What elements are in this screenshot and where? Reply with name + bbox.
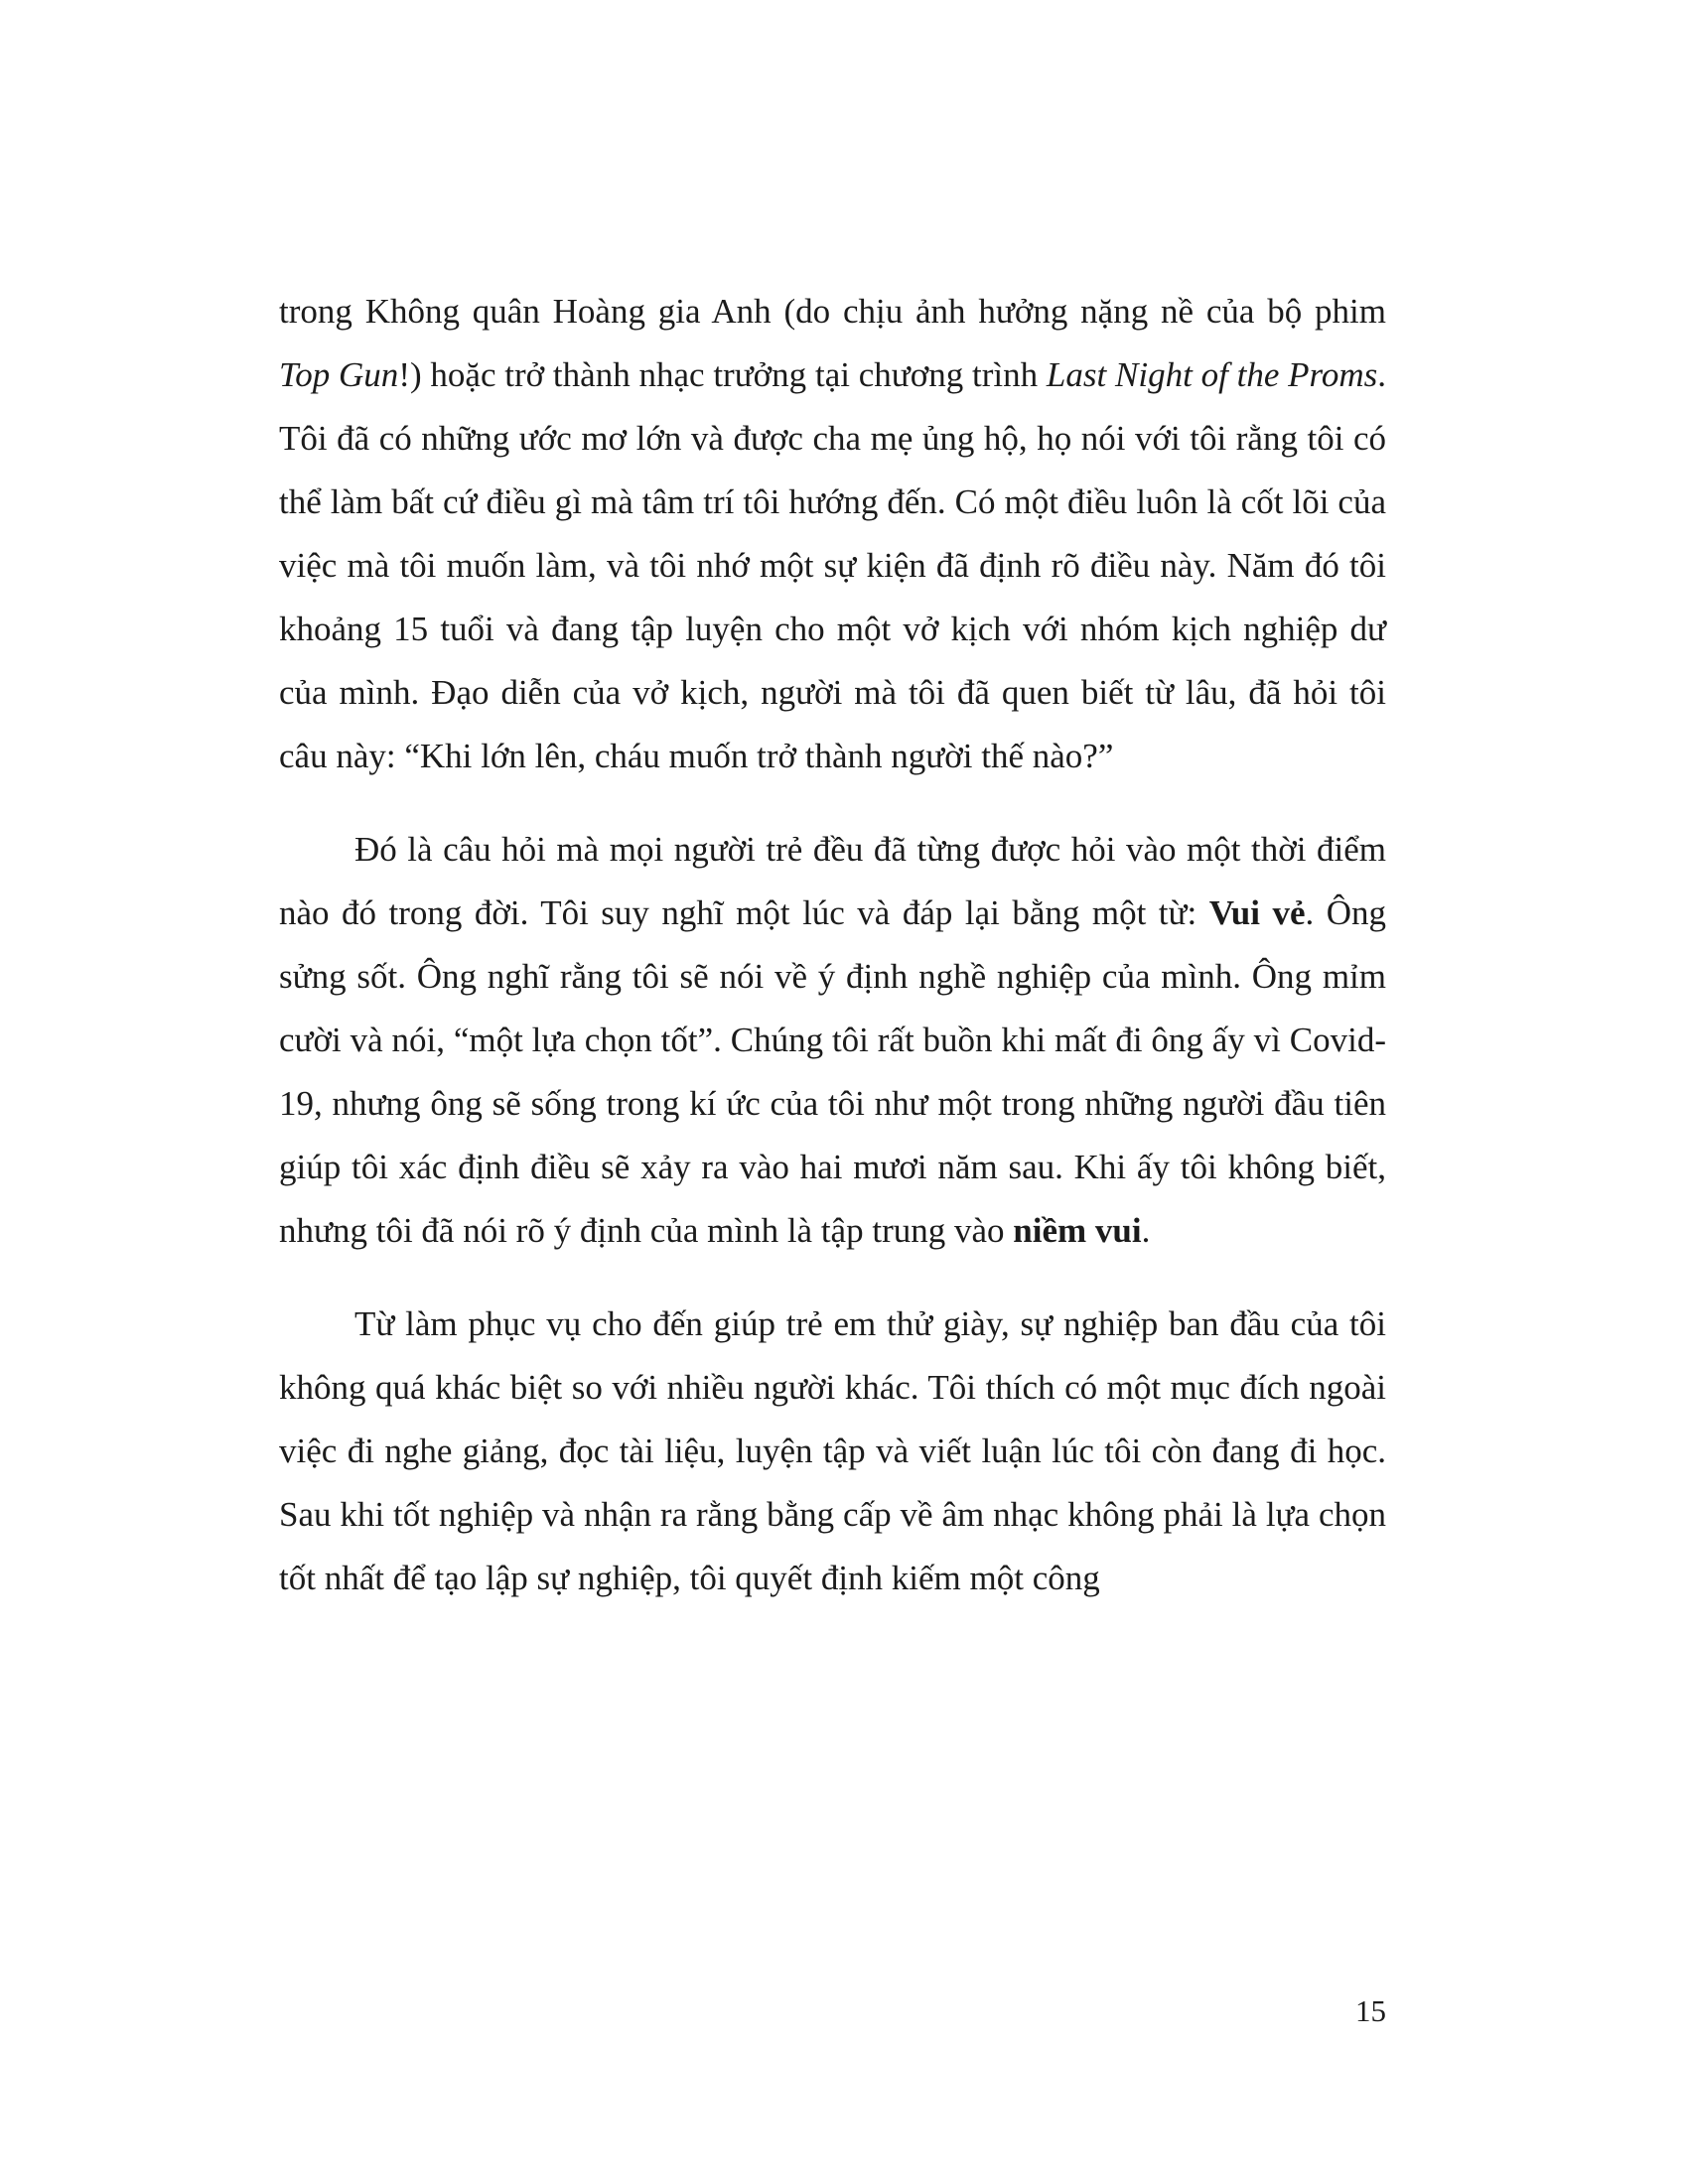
- text-block: [279, 280, 1386, 1640]
- text-run-italic: Top Gun: [279, 355, 399, 394]
- page-number: 15: [1355, 1993, 1386, 2028]
- text-run: . Ông sửng sốt. Ông nghĩ rằng tôi sẽ nói về ý định nghề nghiệp của mình. Ông mỉm cười và nói, “một lựa chọn tốt”. Chúng tôi rất buồn khi mất đi ông ấy vì Covid-19, nhưng ông sẽ sống trong kí ức của tôi như một trong những người đầu tiên giúp tôi xác định điều sẽ xảy ra vào hai mươi năm sau. Khi ấy tôi không biết, nhưng tôi đã nói rõ ý định của mình là tập trung vào: [279, 893, 1386, 1250]
- text-run-bold: niềm vui: [1013, 1211, 1142, 1250]
- text-run: trong Không quân Hoàng gia Anh (do chịu ảnh hưởng nặng nề của bộ phim: [279, 292, 1386, 331]
- paragraph-2: [279, 818, 1386, 1263]
- text-run: !) hoặc trở thành nhạc trưởng tại chương trình: [398, 355, 1047, 394]
- paragraph-1: [279, 280, 1386, 788]
- paragraph-3: [279, 1293, 1386, 1610]
- text-run: Đó là câu hỏi mà mọi người trẻ đều đã từng được hỏi vào một thời điểm nào đó trong đời. Tôi suy nghĩ một lúc và đáp lại bằng một từ:: [279, 830, 1386, 932]
- text-run-bold: Vui vẻ: [1208, 893, 1306, 932]
- text-run: .: [1141, 1211, 1151, 1250]
- text-run: Từ làm phục vụ cho đến giúp trẻ em thử giày, sự nghiệp ban đầu của tôi không quá khác biệt so với nhiều người khác. Tôi thích có một mục đích ngoài việc đi nghe giảng, đọc tài liệu, luyện tập và viết luận lúc tôi còn đang đi học. Sau khi tốt nghiệp và nhận ra rằng bằng cấp về âm nhạc không phải là lựa chọn tốt nhất để tạo lập sự nghiệp, tôi quyết định kiếm một công: [279, 1304, 1386, 1597]
- text-run-italic: Last Night of the Proms: [1046, 355, 1378, 394]
- text-run: . Tôi đã có những ước mơ lớn và được cha mẹ ủng hộ, họ nói với tôi rằng tôi có thể làm bất cứ điều gì mà tâm trí tôi hướng đến. Có một điều luôn là cốt lõi của việc mà tôi muốn làm, và tôi nhớ một sự kiện đã định rõ điều này. Năm đó tôi khoảng 15 tuổi và đang tập luyện cho một vở kịch với nhóm kịch nghiệp dư của mình. Đạo diễn của vở kịch, người mà tôi đã quen biết từ lâu, đã hỏi tôi câu này: “Khi lớn lên, cháu muốn trở thành người thế nào?”: [279, 355, 1386, 775]
